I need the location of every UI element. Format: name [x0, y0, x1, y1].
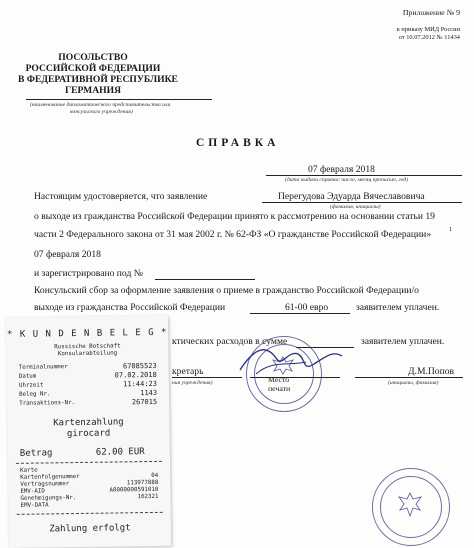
receipt-row-value: 267015	[131, 397, 158, 407]
applicant-name: Перегудова Эдуарда Вячеславовича	[278, 191, 425, 202]
body-line-1: Настоящим удостоверяется, что заявление	[34, 191, 208, 202]
receipt-card-row-label: Kartenfolgenummer	[20, 473, 80, 481]
stamp-label-2: печати	[268, 384, 291, 393]
fee-line-1: Консульский сбор за оформление заявления о приеме в гражданство Российской Федерации/о	[34, 285, 419, 296]
card-receipt	[6, 316, 171, 548]
registration-line: и зарегистрировано под №	[34, 268, 143, 279]
document-title: СПРАВКА	[196, 137, 280, 149]
position-underline	[172, 377, 242, 378]
receipt-separator	[17, 512, 163, 515]
receipt-card-row-value: A0000000591010	[109, 486, 159, 494]
embassy-caption-2: консульского учреждения)	[70, 109, 133, 115]
receipt-card-row-value: 113977888	[126, 479, 159, 487]
name-underline	[355, 377, 463, 378]
receipt-amount-value: 62.00 EUR	[95, 447, 145, 458]
name-caption: (инициалы, фамилия)	[388, 380, 439, 386]
receipt-separator	[16, 461, 162, 464]
registration-underline	[155, 279, 255, 280]
receipt-row-label: Datum	[18, 373, 37, 380]
expenses-line: ктических расходов в сумме	[172, 336, 288, 347]
receipt-header: * K U N D E N B E L E G *	[6, 327, 168, 340]
fee-amount: 61-00 евро	[285, 302, 329, 313]
order-line-1: к приказу МИД России	[396, 26, 460, 33]
footnote-mark: 1	[449, 226, 453, 233]
issue-date-caption: (дата выдачи справки: число, месяц прописью, год)	[285, 177, 409, 183]
receipt-row-value: 1143	[140, 388, 158, 398]
receipt-card-row-label: EMV-DATA	[20, 502, 49, 509]
fee-line-2: выходе из гражданства Российской Федерации	[34, 302, 226, 313]
receipt-card-row-label: Karte	[20, 467, 38, 474]
receipt-card-row-label: EMV-AID	[20, 488, 45, 495]
issue-date: 07 февраля 2018	[308, 164, 375, 175]
body-line-4: 07 февраля 2018	[34, 249, 101, 260]
fee-line-2-suffix: заявителем уплачен.	[356, 302, 440, 313]
receipt-card-row-value	[98, 466, 158, 467]
position-caption: ния учреждения)	[172, 380, 213, 386]
receipt-org-2: Konsularabteilung	[57, 350, 118, 358]
receipt-card-row-label: Vertragsnummer	[20, 481, 70, 488]
receipt-payment-type: Kartenzahlung	[53, 417, 124, 429]
receipt-amount-label: Betrag	[19, 448, 53, 459]
receipt-row-value: 07.02.2018	[114, 370, 157, 380]
embassy-underline	[26, 99, 212, 100]
receipt-card-row-label: Genehmigungs-Nr.	[20, 495, 77, 502]
signer-position: кретарь	[172, 366, 204, 377]
signer-name: Д.М.Попов	[408, 366, 455, 377]
stamp-label-1: Место	[268, 375, 290, 384]
embassy-line-1: ПОСОЛЬСТВО	[58, 52, 128, 63]
applicant-underline	[262, 202, 462, 203]
lower-eagle-icon	[394, 490, 426, 520]
fee-underline	[250, 313, 350, 314]
issue-date-underline	[266, 175, 462, 176]
receipt-footer: Zahlung erfolgt	[49, 523, 131, 535]
receipt-row-label: Terminalnummer	[18, 364, 68, 371]
receipt-card-row-value	[99, 501, 159, 502]
order-line-2: от 10.07.2012 № 11434	[398, 34, 460, 41]
body-line-3: части 2 Федерального закона от 31 мая 2002 г. № 62-ФЗ «О гражданстве Российской Федерации»	[34, 229, 432, 240]
embassy-line-2: РОССИЙСКОЙ ФЕДЕРАЦИИ	[25, 63, 161, 74]
receipt-card-row-value: 04	[151, 472, 159, 479]
handwritten-signature	[236, 340, 346, 382]
body-line-2: о выходе из гражданства Российской Федерации принято к рассмотрению на основании статьи 19	[34, 211, 435, 222]
receipt-row-value: 67085523	[122, 361, 157, 371]
receipt-card-type: girocard	[66, 428, 111, 440]
receipt-org-1: Russische Botschaft	[54, 343, 121, 351]
receipt-row-label: Uhrzeit	[18, 382, 44, 389]
expenses-suffix: заявителем уплачен.	[361, 336, 445, 347]
embassy-name	[18, 52, 178, 96]
receipt-row-value: 11:44:23	[123, 379, 157, 389]
embassy-caption-1: (наименование дипломатического представительства или	[30, 102, 171, 108]
embassy-line-3: В ФЕДЕРАТИВНОЙ РЕСПУБЛИКЕ	[18, 74, 178, 85]
embassy-line-4: ГЕРМАНИЯ	[64, 85, 122, 96]
appendix-label: Приложение № 9	[402, 8, 460, 17]
receipt-row-label: Beleg Nr.	[19, 391, 51, 398]
applicant-caption: (фамилия, инициалы)	[330, 204, 381, 210]
receipt-card-row-value: 162321	[137, 493, 159, 501]
receipt-row-label: Transaktions-Nr.	[19, 400, 76, 407]
